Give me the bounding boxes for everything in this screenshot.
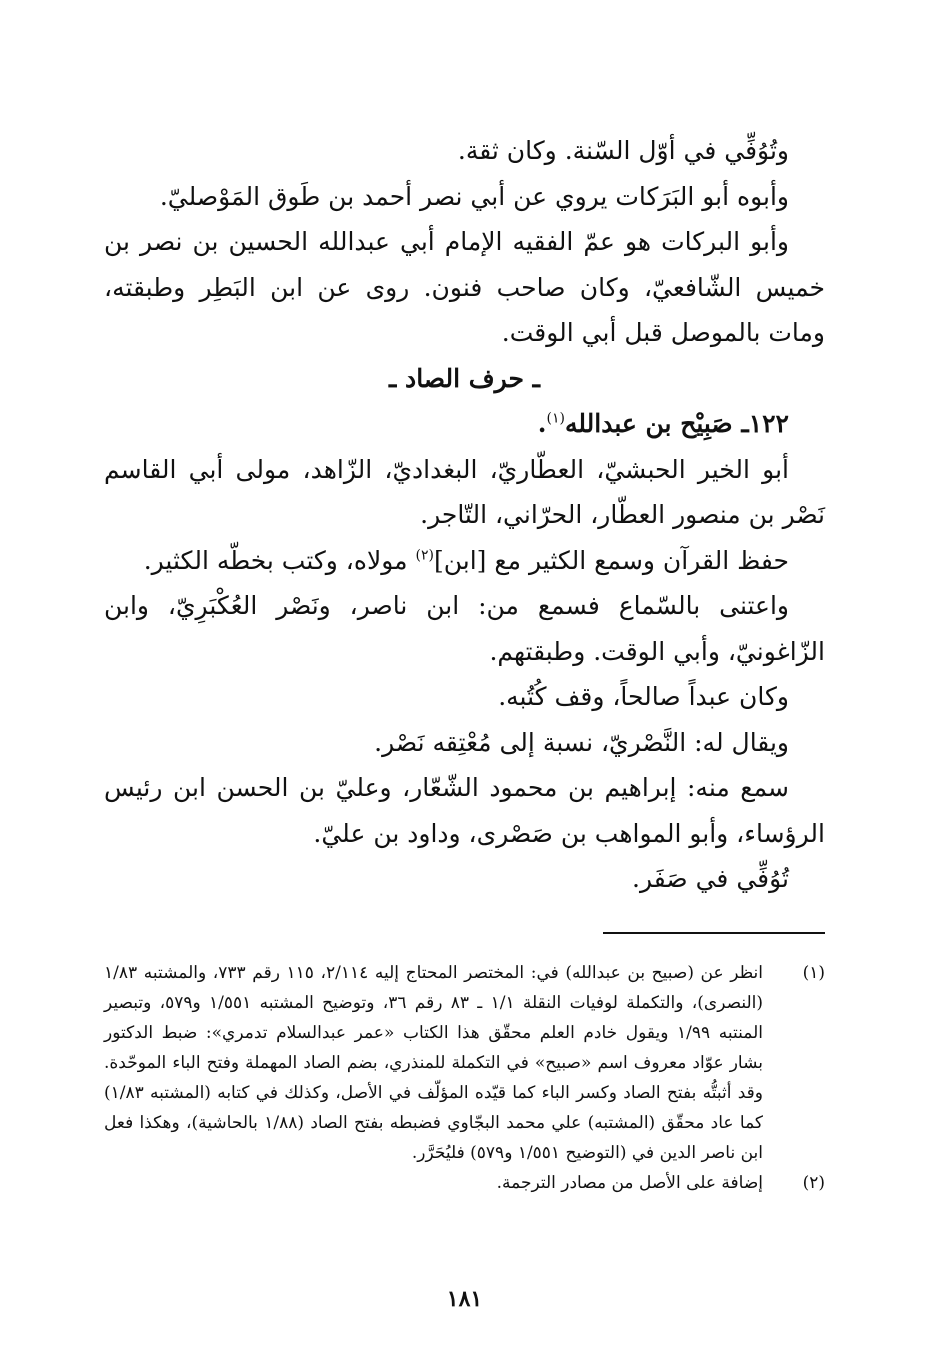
footnote-number: (١) [802,963,825,983]
footnote-ref: (٢) [415,547,434,564]
footnotes [104,958,825,1198]
entry-title [104,401,825,447]
paragraph: وأبوه أبو البَرَكات يروي عن أبي نصر أحمد بن طَوق المَوْصليّ. [159,181,789,211]
paragraph: وكان عبداً صالحاً، وقف كُتُبه. [498,682,789,711]
main-text [104,128,825,902]
paragraph: تُوُفِّي في صَفَر. [632,864,789,893]
paragraph: واعتنى بالسّماع فسمع من: ابن ناصر، ونَصْر العُكْبَرِيّ، وابن الزّاغونيّ، وأبي الوقت. وطبقتهم. [104,591,825,666]
paragraph-part: حفظ القرآن وسمع الكثير مع [ابن] [433,545,789,575]
page-number: ١٨١ [446,1286,483,1312]
section-heading: ـ حرف الصاد ـ [389,363,540,393]
paragraph: وتُوُفِّي في أوّل السّنة. وكان ثقة. [457,136,789,165]
footnote-divider [603,932,825,934]
footnote [104,1168,825,1198]
paragraph-part: مولاه، وكتب بخطّه الكثير. [143,545,416,575]
footnote [104,958,825,1168]
paragraph: وأبو البركات هو عمّ الفقيه الإمام أبي عبدالله الحسين بن نصر بن خميس الشّافعيّ، وكان صاحب فنون. روى عن ابن البَطِر وطبقته، ومات بالموصل قبل أبي الوقت. [104,227,825,347]
paragraph: سمع منه: إبراهيم بن محمود الشّعّار، وعليّ بن الحسن ابن رئيس الرؤساء، وأبو المواهب بن صَصْرى، وداود بن عليّ. [104,773,825,848]
footnote-ref: (١) [546,410,565,427]
entry-title-end: . [537,409,547,438]
entry-title-text: ١٢٢ـ صَبِيْح بن عبدالله [564,409,789,438]
footnote-number: (٢) [802,1173,825,1193]
footnote-text: انظر عن (صبيح بن عبدالله) في: المختصر المحتاج إليه ٢/١١٤، ١١٥ رقم ٧٣٣، والمشتبه ١/٨٣ (النصرى)، والتكملة لوفيات النقلة ١/١ ـ ٨٣ رقم ٣٦، وتوضيح المشتبه ١/٥٥١ و٥٧٩، وتبصير المنتبه ١/٩٩ ويقول خادم العلم محقّق هذا الكتاب «عمر عبدالسلام تدمري»: ضبط الدكتور بشار عوّاد معروف اسم «صبيح» في التكملة للمنذري، بضم الصاد المهملة وفتح الباء الموحّدة. وقد أثبتُّه بفتح الصاد وكسر الباء كما قيّده المؤلّف في الأصل، وكذلك في كتابه (المشتبه ١/٨٣) كما عاد محقّق (المشتبه) علي محمد البجّاوي فضبطه بفتح الصاد (١/٨٨ بالحاشية)، وهكذا فعل ابن ناصر الدين في (التوضيح ١/٥٥١ و٥٧٩) فليُحَرَّر. [104,963,764,1163]
footnote-text: إضافة على الأصل من مصادر الترجمة. [496,1173,763,1193]
paragraph: ويقال له: النَّصْريّ، نسبة إلى مُعْتِقه نَصْر. [374,727,789,757]
paragraph: أبو الخير الحبشيّ، العطّاريّ، البغداديّ، الزّاهد، مولى أبي القاسم نَصْر بن منصور العطّار، الحرّاني، التّاجر. [104,454,825,529]
paragraph [104,538,825,584]
